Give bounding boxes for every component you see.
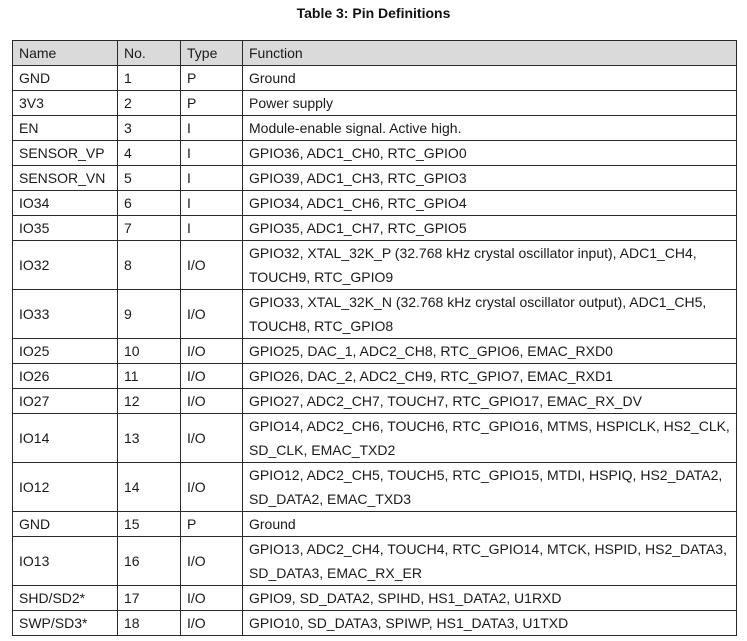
pin-function-cell: GPIO34, ADC1_CH6, RTC_GPIO4 bbox=[243, 191, 737, 216]
pin-type-cell: I/O bbox=[181, 463, 243, 512]
pin-number-cell: 12 bbox=[118, 389, 181, 414]
pin-name-cell: SENSOR_VN bbox=[13, 166, 118, 191]
pin-number-cell: 7 bbox=[118, 216, 181, 241]
pin-type-cell: P bbox=[181, 66, 243, 91]
table-row bbox=[13, 611, 737, 636]
pin-number-cell: 13 bbox=[118, 414, 181, 463]
pin-name-cell: EN bbox=[13, 116, 118, 141]
table-row bbox=[13, 191, 737, 216]
pin-number-cell: 15 bbox=[118, 512, 181, 537]
pin-function-cell: GPIO10, SD_DATA3, SPIWP, HS1_DATA3, U1TXD bbox=[243, 611, 737, 636]
pin-name-cell: SWP/SD3* bbox=[13, 611, 118, 636]
column-header-type: Type bbox=[181, 41, 243, 66]
pin-number-cell: 8 bbox=[118, 241, 181, 290]
pin-number-cell: 3 bbox=[118, 116, 181, 141]
pin-name-cell: SHD/SD2* bbox=[13, 586, 118, 611]
pin-function-cell: GPIO25, DAC_1, ADC2_CH8, RTC_GPIO6, EMAC_RXD0 bbox=[243, 339, 737, 364]
pin-definitions-table bbox=[12, 40, 737, 636]
pin-number-cell: 14 bbox=[118, 463, 181, 512]
pin-name-cell: IO14 bbox=[13, 414, 118, 463]
table-row bbox=[13, 141, 737, 166]
table-row bbox=[13, 166, 737, 191]
pin-type-cell: I/O bbox=[181, 414, 243, 463]
pin-type-cell: I bbox=[181, 216, 243, 241]
pin-name-cell: IO35 bbox=[13, 216, 118, 241]
pin-function-cell: GPIO36, ADC1_CH0, RTC_GPIO0 bbox=[243, 141, 737, 166]
pin-name-cell: IO12 bbox=[13, 463, 118, 512]
pin-type-cell: I bbox=[181, 166, 243, 191]
pin-number-cell: 17 bbox=[118, 586, 181, 611]
pin-name-cell: GND bbox=[13, 512, 118, 537]
pin-type-cell: I/O bbox=[181, 241, 243, 290]
table-caption: Table 3: Pin Definitions bbox=[296, 5, 451, 21]
table-body bbox=[13, 66, 737, 636]
pin-function-cell: GPIO13, ADC2_CH4, TOUCH4, RTC_GPIO14, MTCK, HSPID, HS2_DATA3, SD_DATA3, EMAC_RX_ER bbox=[243, 537, 737, 586]
pin-name-cell: SENSOR_VP bbox=[13, 141, 118, 166]
table-row bbox=[13, 116, 737, 141]
pin-number-cell: 16 bbox=[118, 537, 181, 586]
table-row bbox=[13, 216, 737, 241]
pin-name-cell: 3V3 bbox=[13, 91, 118, 116]
table-row bbox=[13, 463, 737, 512]
pin-type-cell: I/O bbox=[181, 611, 243, 636]
pin-function-cell: Module-enable signal. Active high. bbox=[243, 116, 737, 141]
pin-name-cell: IO32 bbox=[13, 241, 118, 290]
pin-type-cell: I/O bbox=[181, 290, 243, 339]
pin-function-cell: GPIO26, DAC_2, ADC2_CH9, RTC_GPIO7, EMAC_RXD1 bbox=[243, 364, 737, 389]
table-row bbox=[13, 512, 737, 537]
pin-number-cell: 11 bbox=[118, 364, 181, 389]
pin-function-cell: GPIO27, ADC2_CH7, TOUCH7, RTC_GPIO17, EMAC_RX_DV bbox=[243, 389, 737, 414]
pin-type-cell: I bbox=[181, 116, 243, 141]
pin-type-cell: P bbox=[181, 512, 243, 537]
pin-function-cell: GPIO33, XTAL_32K_N (32.768 kHz crystal oscillator output), ADC1_CH5, TOUCH8, RTC_GPIO8 bbox=[243, 290, 737, 339]
pin-number-cell: 18 bbox=[118, 611, 181, 636]
pin-function-cell: GPIO14, ADC2_CH6, TOUCH6, RTC_GPIO16, MTMS, HSPICLK, HS2_CLK, SD_CLK, EMAC_TXD2 bbox=[243, 414, 737, 463]
column-header-no: No. bbox=[118, 41, 181, 66]
pin-number-cell: 4 bbox=[118, 141, 181, 166]
table-row bbox=[13, 66, 737, 91]
pin-number-cell: 10 bbox=[118, 339, 181, 364]
pin-function-cell: Ground bbox=[243, 66, 737, 91]
table-row bbox=[13, 91, 737, 116]
pin-type-cell: I bbox=[181, 141, 243, 166]
pin-type-cell: I/O bbox=[181, 537, 243, 586]
table-row bbox=[13, 290, 737, 339]
pin-type-cell: I bbox=[181, 191, 243, 216]
pin-number-cell: 6 bbox=[118, 191, 181, 216]
pin-name-cell: GND bbox=[13, 66, 118, 91]
pin-name-cell: IO27 bbox=[13, 389, 118, 414]
table-row bbox=[13, 339, 737, 364]
pin-number-cell: 5 bbox=[118, 166, 181, 191]
pin-function-cell: Power supply bbox=[243, 91, 737, 116]
table-row bbox=[13, 414, 737, 463]
pin-type-cell: P bbox=[181, 91, 243, 116]
pin-name-cell: IO25 bbox=[13, 339, 118, 364]
pin-function-cell: Ground bbox=[243, 512, 737, 537]
pin-function-cell: GPIO12, ADC2_CH5, TOUCH5, RTC_GPIO15, MTDI, HSPIQ, HS2_DATA2, SD_DATA2, EMAC_TXD3 bbox=[243, 463, 737, 512]
pin-number-cell: 2 bbox=[118, 91, 181, 116]
column-header-function: Function bbox=[243, 41, 737, 66]
table-row bbox=[13, 537, 737, 586]
pin-name-cell: IO33 bbox=[13, 290, 118, 339]
pin-name-cell: IO13 bbox=[13, 537, 118, 586]
pin-number-cell: 1 bbox=[118, 66, 181, 91]
table-row bbox=[13, 586, 737, 611]
pin-function-cell: GPIO32, XTAL_32K_P (32.768 kHz crystal oscillator input), ADC1_CH4, TOUCH9, RTC_GPIO9 bbox=[243, 241, 737, 290]
pin-type-cell: I/O bbox=[181, 339, 243, 364]
pin-function-cell: GPIO35, ADC1_CH7, RTC_GPIO5 bbox=[243, 216, 737, 241]
table-header-row bbox=[13, 41, 737, 66]
pin-function-cell: GPIO9, SD_DATA2, SPIHD, HS1_DATA2, U1RXD bbox=[243, 586, 737, 611]
pin-type-cell: I/O bbox=[181, 586, 243, 611]
pin-name-cell: IO34 bbox=[13, 191, 118, 216]
table-row bbox=[13, 241, 737, 290]
pin-number-cell: 9 bbox=[118, 290, 181, 339]
table-row bbox=[13, 364, 737, 389]
pin-type-cell: I/O bbox=[181, 364, 243, 389]
pin-name-cell: IO26 bbox=[13, 364, 118, 389]
column-header-name: Name bbox=[13, 41, 118, 66]
pin-function-cell: GPIO39, ADC1_CH3, RTC_GPIO3 bbox=[243, 166, 737, 191]
table-row bbox=[13, 389, 737, 414]
pin-type-cell: I/O bbox=[181, 389, 243, 414]
